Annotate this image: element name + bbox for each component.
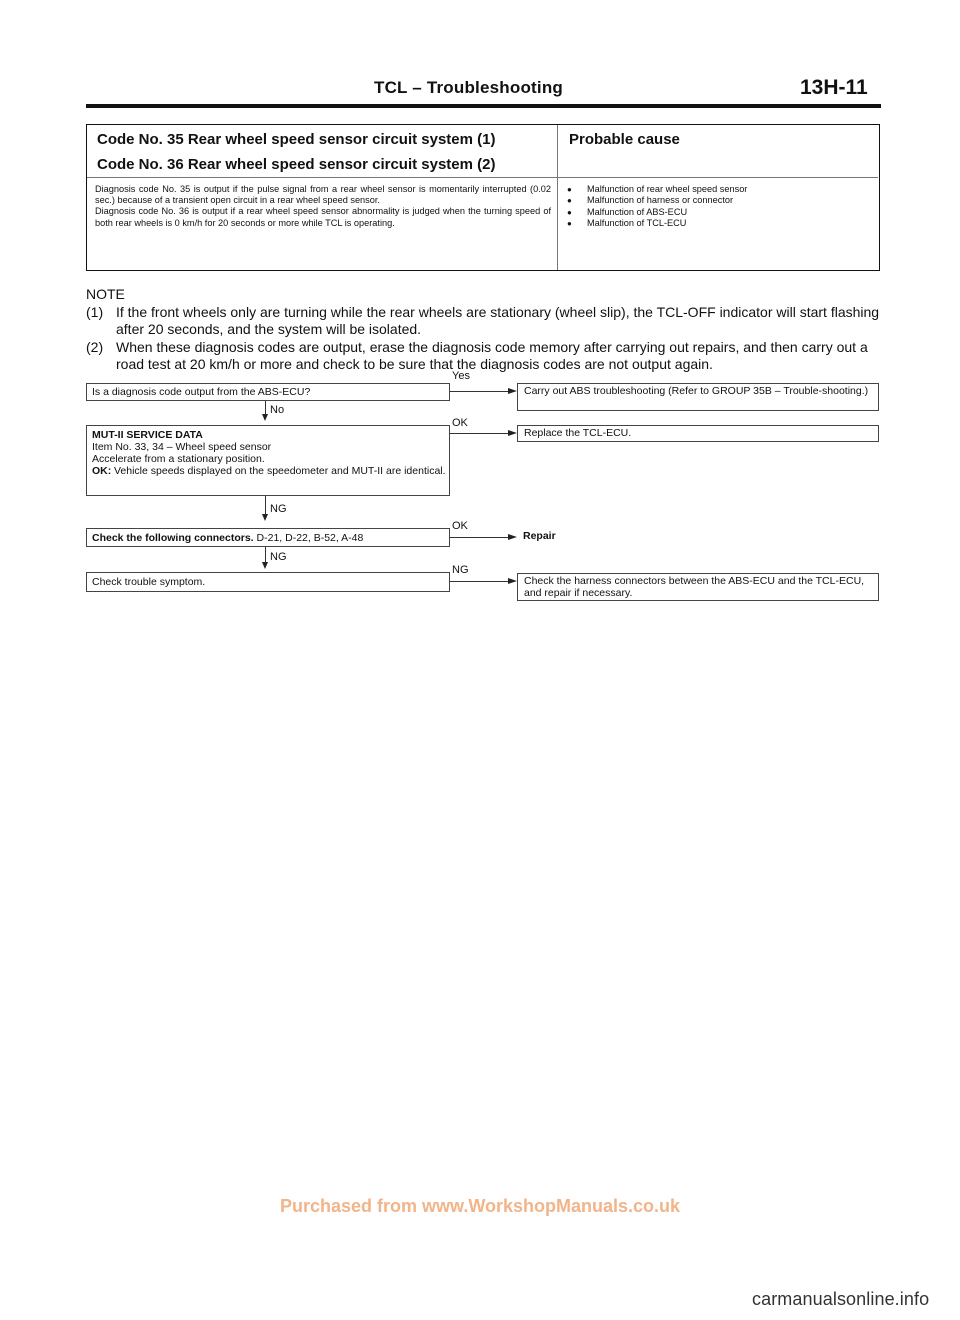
flow-result-abs-troubleshooting: Carry out ABS troubleshooting (Refer to GROUP 35B – Trouble-shooting.) [517,383,879,411]
diagnosis-code-table [86,124,880,271]
flow-step-check-trouble-symptom: Check trouble symptom. [86,572,450,592]
note-item [86,339,882,374]
diagnosis-description [95,184,551,229]
note-item-number: (1) [86,303,104,320]
flow-step-mut-service-data [86,425,450,496]
connector-line [450,391,508,392]
ok-label: OK [452,520,468,532]
header-rule [86,104,881,108]
flow-step-check-connectors [86,528,450,547]
yes-label: Yes [452,370,470,382]
page-header-title: TCL – Troubleshooting [374,78,563,97]
ng-label: NG [270,503,287,515]
ng-label: NG [270,551,287,563]
flow-result-replace-tcl-ecu: Replace the TCL-ECU. [517,425,879,442]
arrow-right-icon [508,578,517,584]
flow-result-check-harness: Check the harness connectors between the ABS-ECU and the TCL-ECU, and repair if necessary. [517,573,879,601]
connector-line [450,537,508,538]
list-item: ● Malfunction of TCL-ECU [567,218,687,229]
code-35-heading: Code No. 35 Rear wheel speed sensor circuit system (1) [97,131,496,148]
note-item-text: When these diagnosis codes are output, erase the diagnosis code memory after carrying out repairs, and then carry out a road test at 20 km/h or more and check to be sure that the diagnosis codes are not output again. [116,338,868,372]
site-watermark: carmanualsonline.info [752,1289,930,1309]
ok-criterion-text: Vehicle speeds displayed on the speedometer and MUT-II are identical. [114,465,446,477]
purchase-notice: Purchased from www.WorkshopManuals.co.uk [279,1196,681,1216]
connector-check-label: Check the following connectors. [92,532,254,544]
arrow-right-icon [508,534,517,540]
ok-label: OK [452,417,468,429]
code-36-heading: Code No. 36 Rear wheel speed sensor circuit system (2) [97,156,496,173]
ng-label: NG [452,564,469,576]
ok-prefix: OK: [92,465,112,477]
table-row-divider [87,177,878,178]
service-data-ok-criterion [92,465,449,477]
connector-list: D-21, D-22, B-52, A-48 [253,532,364,544]
bullet-icon: ● [567,219,572,229]
probable-cause-list [567,184,747,230]
arrow-down-icon [262,414,268,421]
arrow-down-icon [262,562,268,569]
connector-line [450,581,508,582]
flow-result-repair: Repair [523,530,556,542]
no-label: No [270,404,285,416]
arrow-right-icon [508,430,517,436]
note-item-number: (2) [86,338,104,355]
description-code-36: Diagnosis code No. 36 is output if a rear wheel speed sensor abnormality is judged when the turning speed of both rear wheels is 0 km/h for 20 seconds or more while TCL is operating. [95,206,551,228]
arrow-down-icon [262,514,268,521]
bullet-icon: ● [567,196,572,206]
list-item: ● Malfunction of harness or connector [567,195,734,206]
note-item-text: If the front wheels only are turning while the rear wheels are stationary (wheel slip), the TCL-OFF indicator will start flashing after 20 seconds, and the system will be isolated. [116,303,880,337]
description-code-35: Diagnosis code No. 35 is output if the pulse signal from a rear wheel sensor is momentarily interrupted (0.02 sec.) because of a transient open circuit in a rear wheel speed sensor. [95,184,551,206]
service-data-title: MUT-II SERVICE DATA [92,429,203,441]
list-item: ● Malfunction of ABS-ECU [567,206,688,217]
connector-line [265,496,266,516]
arrow-right-icon [508,388,517,394]
service-data-item: Item No. 33, 34 – Wheel speed sensor [92,441,272,453]
note-item [86,304,882,339]
page-number: 13H-11 [800,76,868,99]
note-heading: NOTE [86,286,125,302]
list-item: ● Malfunction of rear wheel speed sensor [567,184,748,194]
table-column-divider [557,125,558,270]
note-section [86,286,882,374]
connector-line [450,433,508,434]
bullet-icon: ● [567,207,572,217]
probable-cause-heading: Probable cause [569,131,680,148]
flow-step-abs-code-check: Is a diagnosis code output from the ABS-ECU? [86,383,450,401]
service-data-condition: Accelerate from a stationary position. [92,453,265,465]
bullet-icon: ● [567,185,572,194]
